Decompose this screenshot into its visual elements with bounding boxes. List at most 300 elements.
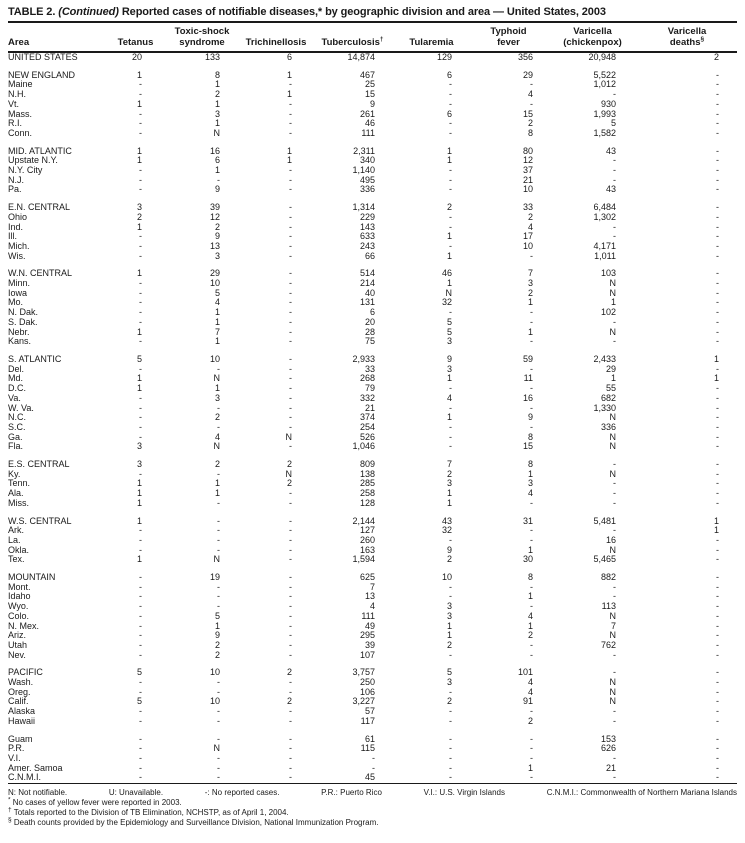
value-cell: - bbox=[716, 667, 719, 678]
value-cell: 5 bbox=[136, 667, 142, 678]
value-cell: N bbox=[285, 468, 292, 479]
value-cell: - bbox=[139, 278, 142, 289]
value-cell: - bbox=[139, 534, 142, 545]
value-cell: 16 bbox=[605, 534, 616, 545]
value-cell: 1,582 bbox=[593, 127, 616, 138]
value-cell: 5 bbox=[136, 353, 142, 364]
value-cell: 91 bbox=[522, 696, 533, 707]
value-cell: - bbox=[217, 534, 220, 545]
value-cell: - bbox=[139, 297, 142, 308]
value-cell: - bbox=[716, 231, 719, 242]
value-cell: 2 bbox=[527, 118, 533, 129]
value-cell: - bbox=[289, 297, 292, 308]
value-cell: N bbox=[609, 326, 616, 337]
value-cell: - bbox=[716, 534, 719, 545]
value-cell: - bbox=[716, 79, 719, 90]
value-cell: - bbox=[139, 165, 142, 176]
value-cell: - bbox=[289, 98, 292, 109]
value-cell: - bbox=[716, 202, 719, 213]
value-cell: 5 bbox=[446, 326, 452, 337]
value-cell: 46 bbox=[441, 268, 452, 279]
value-cell: 1,314 bbox=[352, 202, 375, 213]
footnote-dagger: † Totals reported to the Division of TB Elimination, NCHSTP, as of April 1, 2004. bbox=[8, 806, 289, 818]
value-cell: 2 bbox=[214, 412, 220, 423]
value-cell: 762 bbox=[600, 639, 616, 650]
value-cell: - bbox=[449, 221, 452, 232]
area-cell: Idaho bbox=[8, 591, 31, 602]
table-title-text: Reported cases of notifiable diseases,* by geographic division and area — United States, 2003 bbox=[121, 6, 606, 18]
value-cell: - bbox=[217, 174, 220, 185]
value-cell: - bbox=[289, 572, 292, 583]
value-cell: N bbox=[609, 412, 616, 423]
value-cell: - bbox=[289, 221, 292, 232]
value-cell: N bbox=[609, 610, 616, 621]
value-cell: - bbox=[716, 441, 719, 452]
area-cell: Maine bbox=[8, 79, 33, 90]
value-cell: 2 bbox=[713, 52, 719, 62]
value-cell: - bbox=[289, 639, 292, 650]
value-cell: 1 bbox=[527, 297, 533, 308]
value-cell: 243 bbox=[359, 240, 375, 251]
value-cell: 106 bbox=[359, 686, 375, 697]
value-cell: - bbox=[716, 649, 719, 660]
value-cell: 32 bbox=[441, 525, 452, 536]
value-cell: 131 bbox=[359, 297, 375, 308]
area-cell: Ariz. bbox=[8, 630, 26, 641]
value-cell: 332 bbox=[359, 392, 375, 403]
value-cell: 467 bbox=[359, 69, 375, 80]
column-header-trichinellosis: Trichinellosis bbox=[241, 23, 311, 52]
table-row bbox=[8, 129, 737, 139]
area-cell: W. Va. bbox=[8, 402, 34, 413]
value-cell: - bbox=[449, 307, 452, 318]
value-cell: 32 bbox=[441, 297, 452, 308]
value-cell: - bbox=[289, 733, 292, 744]
value-cell: 930 bbox=[600, 98, 616, 109]
value-cell: 30 bbox=[522, 554, 533, 565]
value-cell: - bbox=[716, 715, 719, 726]
value-cell: - bbox=[613, 581, 616, 592]
value-cell: 55 bbox=[605, 383, 616, 394]
value-cell: - bbox=[449, 211, 452, 222]
value-cell: N bbox=[445, 287, 452, 298]
value-cell: 138 bbox=[359, 468, 375, 479]
value-cell: - bbox=[716, 326, 719, 337]
value-cell: - bbox=[530, 525, 533, 536]
value-cell: 2 bbox=[286, 667, 292, 678]
value-cell: 9 bbox=[214, 184, 220, 195]
value-cell: - bbox=[289, 211, 292, 222]
table-title-prefix: TABLE 2. bbox=[8, 6, 56, 18]
area-cell: E.S. CENTRAL bbox=[8, 459, 70, 470]
area-cell: Va. bbox=[8, 392, 21, 403]
value-cell: - bbox=[139, 79, 142, 90]
value-cell: 21 bbox=[522, 174, 533, 185]
value-cell: - bbox=[530, 581, 533, 592]
value-cell: - bbox=[449, 534, 452, 545]
value-cell: - bbox=[716, 488, 719, 499]
value-cell: - bbox=[217, 772, 220, 783]
value-cell: - bbox=[613, 772, 616, 783]
value-cell: 2,933 bbox=[352, 353, 375, 364]
value-cell: 2 bbox=[446, 202, 452, 213]
value-cell: - bbox=[289, 79, 292, 90]
value-cell: 8 bbox=[527, 459, 533, 470]
area-cell: MID. ATLANTIC bbox=[8, 145, 72, 156]
area-cell: Del. bbox=[8, 363, 25, 374]
table-title-continued: (Continued) bbox=[58, 6, 119, 18]
area-cell: P.R. bbox=[8, 743, 25, 754]
value-cell: - bbox=[613, 478, 616, 489]
value-cell: 1 bbox=[136, 383, 142, 394]
value-cell: 4,171 bbox=[593, 240, 616, 251]
value-cell: - bbox=[289, 762, 292, 773]
value-cell: 1 bbox=[214, 620, 220, 631]
value-cell: 7 bbox=[610, 620, 616, 631]
value-cell: - bbox=[217, 544, 220, 555]
value-cell: 80 bbox=[522, 145, 533, 156]
value-cell: - bbox=[139, 581, 142, 592]
value-cell: - bbox=[613, 336, 616, 347]
value-cell: 2 bbox=[446, 468, 452, 479]
value-cell: 5 bbox=[214, 287, 220, 298]
value-cell: - bbox=[289, 649, 292, 660]
value-cell: N bbox=[609, 677, 616, 688]
value-cell: 17 bbox=[522, 231, 533, 242]
value-cell: N bbox=[609, 468, 616, 479]
legend-puerto-rico: P.R.: Puerto Rico bbox=[321, 788, 382, 798]
value-cell: - bbox=[217, 497, 220, 508]
value-cell: 3 bbox=[446, 677, 452, 688]
value-cell: 8 bbox=[527, 431, 533, 442]
value-cell: - bbox=[289, 686, 292, 697]
value-cell: 295 bbox=[359, 630, 375, 641]
value-cell: - bbox=[449, 240, 452, 251]
value-cell: - bbox=[530, 98, 533, 109]
value-cell: 261 bbox=[359, 108, 375, 119]
value-cell: - bbox=[449, 165, 452, 176]
value-cell: 10 bbox=[522, 240, 533, 251]
value-cell: - bbox=[289, 554, 292, 565]
value-cell: 4 bbox=[527, 221, 533, 232]
value-cell: - bbox=[530, 336, 533, 347]
area-cell: Ala. bbox=[8, 488, 24, 499]
value-cell: - bbox=[289, 373, 292, 384]
area-cell: Wash. bbox=[8, 677, 34, 688]
value-cell: 1 bbox=[214, 118, 220, 129]
value-cell: 1 bbox=[527, 620, 533, 631]
value-cell: 1 bbox=[527, 326, 533, 337]
value-cell: 127 bbox=[359, 525, 375, 536]
value-cell: - bbox=[449, 441, 452, 452]
value-cell: - bbox=[289, 231, 292, 242]
value-cell: - bbox=[289, 383, 292, 394]
area-cell: Minn. bbox=[8, 278, 31, 289]
area-cell: C.N.M.I. bbox=[8, 772, 41, 783]
value-cell: 285 bbox=[359, 478, 375, 489]
value-cell: - bbox=[289, 174, 292, 185]
value-cell: 1 bbox=[286, 155, 292, 166]
value-cell: - bbox=[716, 221, 719, 232]
value-cell: - bbox=[217, 715, 220, 726]
area-cell: Ga. bbox=[8, 431, 23, 442]
value-cell: - bbox=[139, 287, 142, 298]
value-cell: - bbox=[217, 733, 220, 744]
value-cell: - bbox=[716, 402, 719, 413]
area-cell: D.C. bbox=[8, 383, 26, 394]
table-title bbox=[8, 6, 737, 23]
value-cell: - bbox=[139, 591, 142, 602]
value-cell: 5 bbox=[214, 610, 220, 621]
value-cell: 1,011 bbox=[594, 250, 616, 261]
value-cell: - bbox=[716, 620, 719, 631]
value-cell: 10 bbox=[209, 353, 220, 364]
value-cell: 268 bbox=[359, 373, 375, 384]
value-cell: - bbox=[716, 250, 719, 261]
value-cell: 12 bbox=[522, 155, 533, 166]
value-cell: 10 bbox=[441, 572, 452, 583]
value-cell: - bbox=[217, 402, 220, 413]
value-cell: - bbox=[613, 89, 616, 100]
value-cell: 2 bbox=[527, 211, 533, 222]
value-cell: - bbox=[139, 525, 142, 536]
value-cell: - bbox=[716, 240, 719, 251]
value-cell: - bbox=[139, 363, 142, 374]
value-cell: 495 bbox=[359, 174, 375, 185]
value-cell: N bbox=[213, 441, 220, 452]
area-cell: Nebr. bbox=[8, 326, 30, 337]
area-cell: Wis. bbox=[8, 250, 26, 261]
table-body bbox=[8, 52, 737, 784]
value-cell: 1 bbox=[713, 373, 719, 384]
value-cell: - bbox=[449, 591, 452, 602]
value-cell: 6 bbox=[446, 108, 452, 119]
value-cell: - bbox=[613, 221, 616, 232]
table-row bbox=[8, 773, 737, 783]
value-cell: 1 bbox=[713, 353, 719, 364]
area-cell: Iowa bbox=[8, 287, 28, 298]
value-cell: 7 bbox=[214, 326, 220, 337]
value-cell: N bbox=[213, 554, 220, 565]
value-cell: 1 bbox=[136, 488, 142, 499]
value-cell: 3 bbox=[136, 202, 142, 213]
value-cell: - bbox=[716, 145, 719, 156]
value-cell: 1 bbox=[136, 98, 142, 109]
value-cell: 39 bbox=[364, 639, 375, 650]
value-cell: 1 bbox=[446, 497, 452, 508]
value-cell: 163 bbox=[359, 544, 375, 555]
value-cell: 20 bbox=[364, 316, 375, 327]
value-cell: 9 bbox=[214, 630, 220, 641]
value-cell: 1 bbox=[214, 336, 220, 347]
value-cell: - bbox=[139, 89, 142, 100]
value-cell: - bbox=[139, 715, 142, 726]
value-cell: 3,757 bbox=[352, 667, 375, 678]
value-cell: 1,993 bbox=[593, 108, 616, 119]
value-cell: 3 bbox=[527, 478, 533, 489]
value-cell: - bbox=[716, 591, 719, 602]
value-cell: 260 bbox=[359, 534, 375, 545]
area-cell: Conn. bbox=[8, 127, 33, 138]
value-cell: - bbox=[289, 581, 292, 592]
value-cell: - bbox=[139, 601, 142, 612]
area-cell: Kans. bbox=[8, 336, 32, 347]
value-cell: 29 bbox=[522, 69, 533, 80]
value-cell: 2 bbox=[214, 89, 220, 100]
value-cell: 1 bbox=[136, 554, 142, 565]
value-cell: - bbox=[289, 753, 292, 763]
value-cell: - bbox=[716, 287, 719, 298]
value-cell: - bbox=[289, 706, 292, 717]
area-cell: Upstate N.Y. bbox=[8, 155, 58, 166]
value-cell: 1 bbox=[214, 79, 220, 90]
value-cell: 1 bbox=[446, 488, 452, 499]
value-cell: 133 bbox=[204, 52, 220, 62]
value-cell: 79 bbox=[364, 383, 375, 394]
value-cell: 113 bbox=[601, 601, 616, 612]
value-cell: 1 bbox=[136, 373, 142, 384]
area-cell: S. ATLANTIC bbox=[8, 353, 62, 364]
value-cell: 5 bbox=[446, 316, 452, 327]
footnote-section: § Death counts provided by the Epidemiology and Surveillance Division, National Immunization Program. bbox=[8, 816, 379, 828]
column-header-tuberculosis: Tuberculosis† bbox=[311, 23, 394, 52]
value-cell: 1 bbox=[136, 326, 142, 337]
value-cell: - bbox=[217, 686, 220, 697]
value-cell: N bbox=[609, 287, 616, 298]
value-cell: 1,594 bbox=[352, 554, 375, 565]
area-cell: Ky. bbox=[8, 468, 21, 479]
value-cell: 15 bbox=[522, 441, 533, 452]
value-cell: 6 bbox=[446, 69, 452, 80]
value-cell: - bbox=[530, 250, 533, 261]
value-cell: - bbox=[289, 250, 292, 261]
value-cell: - bbox=[716, 297, 719, 308]
value-cell: - bbox=[530, 743, 533, 754]
value-cell: - bbox=[139, 743, 142, 754]
value-cell: 2,144 bbox=[352, 515, 375, 526]
value-cell: - bbox=[716, 677, 719, 688]
value-cell: 3 bbox=[214, 108, 220, 119]
value-cell: N bbox=[213, 127, 220, 138]
value-cell: - bbox=[289, 544, 292, 555]
value-cell: - bbox=[139, 108, 142, 119]
value-cell: 2,433 bbox=[593, 353, 616, 364]
value-cell: 4 bbox=[369, 601, 375, 612]
value-cell: 46 bbox=[364, 118, 375, 129]
value-cell: - bbox=[289, 534, 292, 545]
value-cell: 3 bbox=[446, 610, 452, 621]
value-cell: 9 bbox=[446, 353, 452, 364]
value-cell: - bbox=[289, 118, 292, 129]
value-cell: 15 bbox=[364, 89, 375, 100]
area-cell: N. Dak. bbox=[8, 307, 39, 318]
value-cell: 1,302 bbox=[593, 211, 616, 222]
value-cell: - bbox=[716, 108, 719, 119]
value-cell: 4 bbox=[527, 677, 533, 688]
value-cell: - bbox=[449, 733, 452, 744]
value-cell: 214 bbox=[359, 278, 375, 289]
value-cell: 37 bbox=[522, 165, 533, 176]
area-cell: W.N. CENTRAL bbox=[8, 268, 73, 279]
legend-virgin-islands: V.I.: U.S. Virgin Islands bbox=[423, 788, 505, 798]
value-cell: - bbox=[716, 383, 719, 394]
area-cell: Nev. bbox=[8, 649, 26, 660]
value-cell: - bbox=[716, 412, 719, 423]
value-cell: 1 bbox=[527, 468, 533, 479]
value-cell: 1 bbox=[446, 145, 452, 156]
value-cell: - bbox=[289, 620, 292, 631]
value-cell: - bbox=[716, 753, 719, 763]
value-cell: 4 bbox=[214, 431, 220, 442]
area-cell: PACIFIC bbox=[8, 667, 43, 678]
value-cell: - bbox=[217, 762, 220, 773]
value-cell: - bbox=[139, 630, 142, 641]
value-cell: 5 bbox=[136, 696, 142, 707]
value-cell: - bbox=[139, 706, 142, 717]
value-cell: - bbox=[139, 431, 142, 442]
value-cell: - bbox=[613, 165, 616, 176]
value-cell: 1 bbox=[610, 373, 616, 384]
value-cell: - bbox=[449, 706, 452, 717]
value-cell: 43 bbox=[605, 145, 616, 156]
value-cell: - bbox=[217, 706, 220, 717]
value-cell: - bbox=[716, 363, 719, 374]
value-cell: - bbox=[139, 174, 142, 185]
value-cell: - bbox=[139, 686, 142, 697]
value-cell: 4 bbox=[527, 686, 533, 697]
value-cell: 3 bbox=[214, 250, 220, 261]
value-cell: 2 bbox=[214, 649, 220, 660]
value-cell: - bbox=[613, 231, 616, 242]
value-cell: - bbox=[217, 591, 220, 602]
value-cell: - bbox=[716, 421, 719, 432]
area-cell: N.Y. City bbox=[8, 165, 43, 176]
table-row bbox=[8, 555, 737, 565]
value-cell: - bbox=[613, 174, 616, 185]
value-cell: - bbox=[289, 743, 292, 754]
area-cell: V.I. bbox=[8, 753, 21, 763]
value-cell: 250 bbox=[359, 677, 375, 688]
value-cell: N bbox=[213, 373, 220, 384]
area-cell: Vt. bbox=[8, 98, 20, 109]
value-cell: - bbox=[139, 392, 142, 403]
value-cell: 1 bbox=[136, 69, 142, 80]
value-cell: 2 bbox=[214, 221, 220, 232]
area-cell: N.J. bbox=[8, 174, 25, 185]
value-cell: 33 bbox=[522, 202, 533, 213]
value-cell: 1 bbox=[214, 383, 220, 394]
value-cell: - bbox=[449, 753, 452, 763]
area-cell: MOUNTAIN bbox=[8, 572, 56, 583]
area-cell: Hawaii bbox=[8, 715, 36, 726]
value-cell: 8 bbox=[527, 572, 533, 583]
value-cell: - bbox=[289, 488, 292, 499]
value-cell: 1 bbox=[214, 478, 220, 489]
value-cell: 1 bbox=[286, 69, 292, 80]
area-cell: Oreg. bbox=[8, 686, 31, 697]
value-cell: - bbox=[716, 544, 719, 555]
value-cell: - bbox=[217, 601, 220, 612]
value-cell: - bbox=[449, 98, 452, 109]
value-cell: - bbox=[530, 402, 533, 413]
value-cell: 1 bbox=[136, 145, 142, 156]
legend-no-reported-cases: -: No reported cases. bbox=[204, 788, 280, 798]
value-cell: 374 bbox=[359, 412, 375, 423]
value-cell: 7 bbox=[527, 268, 533, 279]
value-cell: - bbox=[716, 497, 719, 508]
value-cell: - bbox=[449, 79, 452, 90]
value-cell: - bbox=[289, 402, 292, 413]
